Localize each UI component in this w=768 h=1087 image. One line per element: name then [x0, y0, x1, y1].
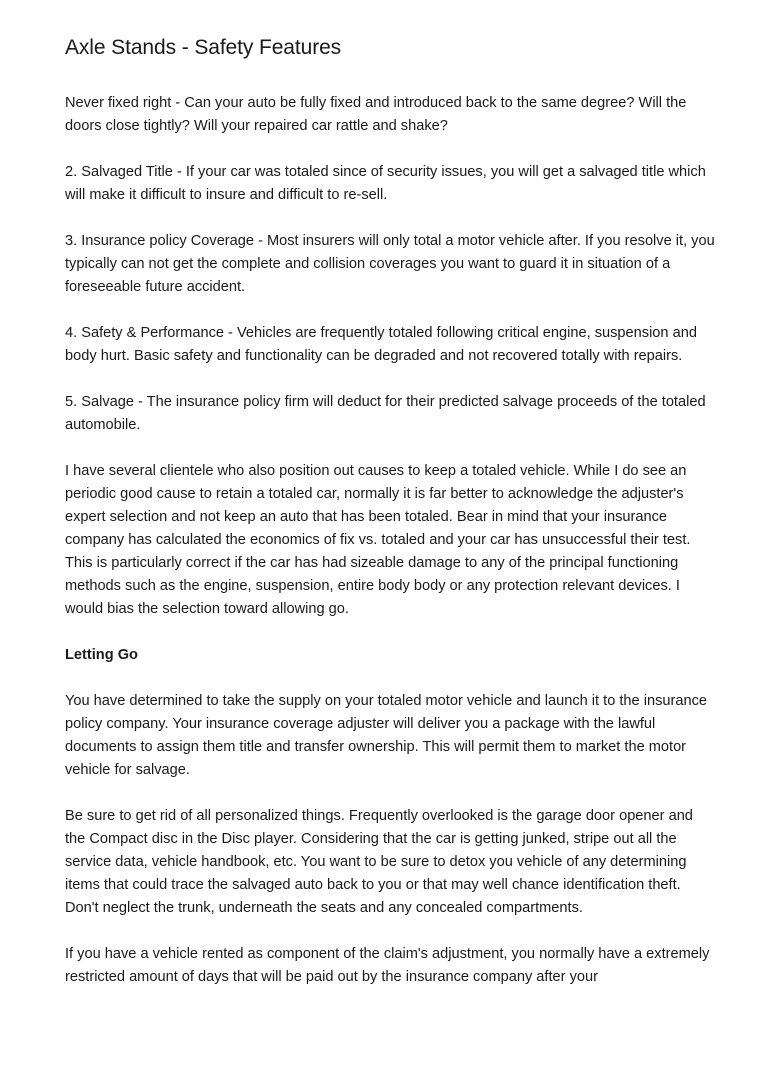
paragraph-never-fixed: Never fixed right - Can your auto be fully fixed and introduced back to the same degree? Will the doors close tightly? Will your repaired car rattle and shake? — [65, 95, 687, 134]
paragraph-salvage: 5. Salvage - The insurance policy firm will deduct for their predicted salvage proceeds of the totaled automobile. — [65, 394, 706, 433]
document-page — [65, 34, 715, 1012]
paragraph-release-vehicle: You have determined to take the supply on your totaled motor vehicle and launch it to the insurance policy company. Your insurance coverage adjuster will deliver you a package with the lawful documents to assign them title and transfer ownership. This will permit them to market the motor vehicle for salvage. — [65, 693, 707, 778]
paragraph-safety-performance: 4. Safety & Performance - Vehicles are frequently totaled following critical engine, suspension and body hurt. Basic safety and functionality can be degraded and not recovered totally with repairs. — [65, 325, 697, 364]
paragraph-personal-things: Be sure to get rid of all personalized things. Frequently overlooked is the garage door opener and the Compact disc in the Disc player. Considering that the car is getting junked, stripe out all the service data, vehicle handbook, etc. You want to be sure to detox you vehicle of any determining items that could trace the salvaged auto back to you or that may well chance identification theft. Don't neglect the trunk, underneath the seats and any concealed compartments. — [65, 808, 693, 916]
paragraph-salvaged-title: 2. Salvaged Title - If your car was totaled since of security issues, you will get a salvaged title which will make it difficult to insure and difficult to re-sell. — [65, 164, 706, 203]
paragraph-clientele: I have several clientele who also position out causes to keep a totaled vehicle. While I do see an periodic good cause to retain a totaled car, normally it is far better to acknowledge the adjuster's expert selection and not keep an auto that has been totaled. Bear in mind that your insurance company has calculated the economics of fix vs. totaled and your car has unsuccessful their test. This is particularly correct if the car has had sizeable damage to any of the principal functioning methods such as the engine, suspension, entire body body or any protection relevant devices. I would bias the selection toward allowing go. — [65, 463, 691, 617]
section-heading-letting-go: Letting Go — [65, 647, 138, 663]
page-title: Axle Stands - Safety Features — [65, 36, 342, 59]
paragraph-insurance-coverage: 3. Insurance policy Coverage - Most insurers will only total a motor vehicle after. If you resolve it, you typically can not get the complete and collision coverages you want to guard it in situation of a foreseeable future accident. — [65, 233, 715, 295]
paragraph-rental-vehicle: If you have a vehicle rented as component of the claim's adjustment, you normally have a extremely restricted amount of days that will be paid out by the insurance company after your — [65, 946, 710, 985]
